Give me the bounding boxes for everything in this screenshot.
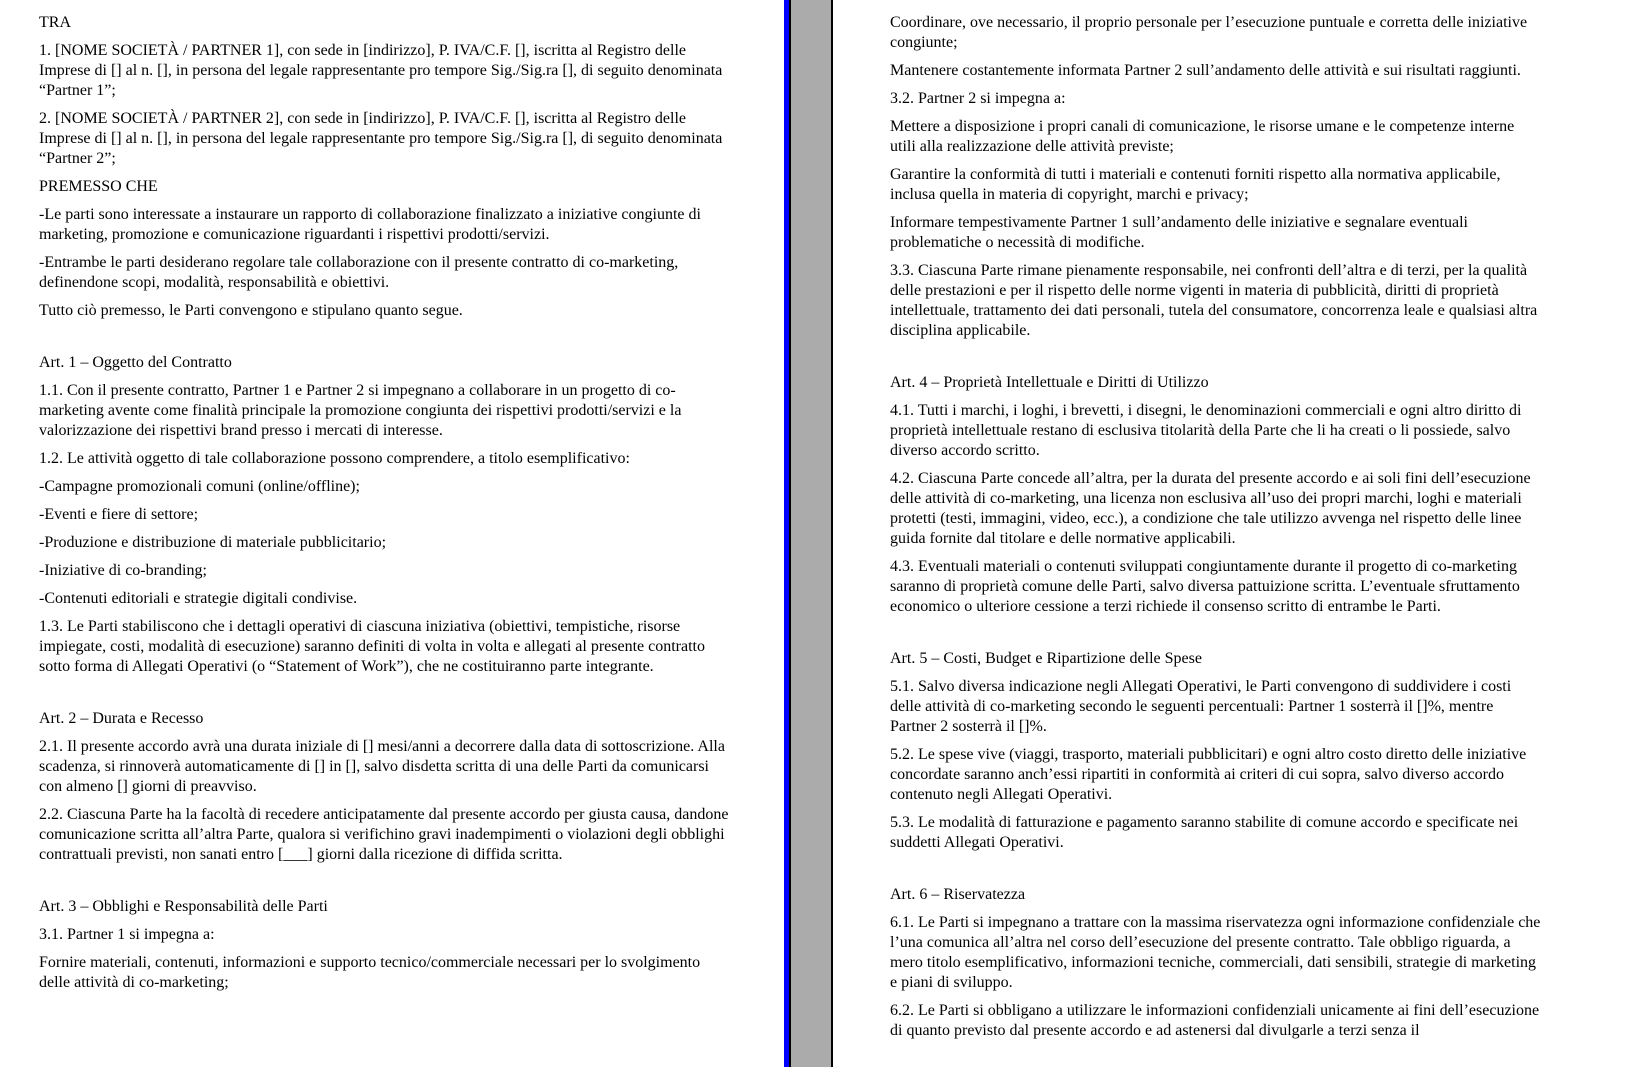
paragraph: -Produzione e distribuzione di materiale pubblicitario; xyxy=(39,534,387,551)
paragraph: Mantenere costantemente informata Partner 2 sull’andamento delle attività e sui risultati raggiunti. xyxy=(890,62,1521,79)
paragraph: Fornire materiali, contenuti, informazioni e supporto tecnico/commerciale necessari per lo svolgimento delle attività di co-marketing; xyxy=(39,954,701,991)
paragraph: -Iniziative di co-branding; xyxy=(39,562,207,579)
paragraph: -Campagne promozionali comuni (online/offline); xyxy=(39,478,360,495)
article-heading: Art. 4 – Proprietà Intellettuale e Diritti di Utilizzo xyxy=(890,374,1209,391)
paragraph: 2. [NOME SOCIETÀ / PARTNER 2], con sede in [indirizzo], P. IVA/C.F. [], iscritta al Registro delle Imprese di [] al n. [], in persona del legale rappresentante pro tempore Sig./Sig.ra [], di seguito denominata “Partner 2”; xyxy=(39,110,723,167)
section-heading: TRA xyxy=(39,14,71,31)
paragraph: Garantire la conformità di tutti i materiali e contenuti forniti rispetto alla normativa applicabile, inclusa quella in materia di copyright, marchi e privacy; xyxy=(890,166,1501,203)
paragraph: 2.2. Ciascuna Parte ha la facoltà di recedere anticipatamente dal presente accordo per giusta causa, dandone comunicazione scritta all’altra Parte, qualora si verifichino gravi inadempimenti o violazioni degli obblighi contrattuali previsti, non sanati entro [___] giorni dalla ricezione di diffida scritta. xyxy=(39,806,729,863)
paragraph: 1.2. Le attività oggetto di tale collaborazione possono comprendere, a titolo esemplificativo: xyxy=(39,450,630,467)
paragraph: Mettere a disposizione i propri canali di comunicazione, le risorse umane e le competenze interne utili alla realizzazione delle attività previste; xyxy=(890,118,1515,155)
paragraph: 2.1. Il presente accordo avrà una durata iniziale di [] mesi/anni a decorrere dalla data di sottoscrizione. Alla scadenza, si rinnoverà automaticamente di [] in [], salvo disdetta scritta di una delle Parti da comunicarsi con almeno [] giorni di preavviso. xyxy=(39,738,725,795)
paragraph: Informare tempestivamente Partner 1 sull’andamento delle iniziative e segnalare eventuali problematiche o necessità di modifiche. xyxy=(890,214,1468,251)
paragraph: 3.2. Partner 2 si impegna a: xyxy=(890,90,1066,107)
document-page-left xyxy=(0,0,784,1067)
paragraph: 4.1. Tutti i marchi, i loghi, i brevetti, i disegni, le denominazioni commerciali e ogni altro diritto di proprietà intellettuale restano di esclusiva titolarità della Parte che li ha creati o li possiede, salvo diverso accordo scritto. xyxy=(890,402,1522,459)
paragraph: 3.1. Partner 1 si impegna a: xyxy=(39,926,215,943)
paragraph: Tutto ciò premesso, le Parti convengono e stipulano quanto segue. xyxy=(39,302,463,319)
paragraph: 5.3. Le modalità di fatturazione e pagamento saranno stabilite di comune accordo e specificate nei suddetti Allegati Operativi. xyxy=(890,814,1519,851)
page-divider xyxy=(784,0,833,1067)
paragraph: 1. [NOME SOCIETÀ / PARTNER 1], con sede in [indirizzo], P. IVA/C.F. [], iscritta al Registro delle Imprese di [] al n. [], in persona del legale rappresentante pro tempore Sig./Sig.ra [], di seguito denominata “Partner 1”; xyxy=(39,42,723,99)
paragraph: 4.3. Eventuali materiali o contenuti sviluppati congiuntamente durante il progetto di co-marketing saranno di proprietà comune delle Parti, salvo diversa pattuizione scritta. L’eventuale sfruttamento economico o ulteriore cessione a terzi richiede il consenso scritto di entrambe le Parti. xyxy=(890,558,1520,615)
paragraph: 3.3. Ciascuna Parte rimane pienamente responsabile, nei confronti dell’altra e di terzi, per la qualità delle prestazioni e per il rispetto delle norme vigenti in materia di pubblicità, diritti di proprietà intellettuale, trattamento dei dati personali, tutela del consumatore, concorrenza leale e qualsiasi altra disciplina applicabile. xyxy=(890,262,1538,339)
paragraph: 1.1. Con il presente contratto, Partner 1 e Partner 2 si impegnano a collaborare in un progetto di co-marketing avente come finalità principale la promozione congiunta dei rispettivi prodotti/servizi e la valorizzazione dei rispettivi brand presso i mercati di interesse. xyxy=(39,382,682,439)
paragraph: 1.3. Le Parti stabiliscono che i dettagli operativi di ciascuna iniziativa (obiettivi, tempistiche, risorse impiegate, costi, modalità di esecuzione) saranno definiti di volta in volta e allegati al presente contratto sotto forma di Allegati Operativi (o “Statement of Work”), che ne costituiranno parte integrante. xyxy=(39,618,705,675)
paragraph: -Eventi e fiere di settore; xyxy=(39,506,199,523)
article-heading: Art. 6 – Riservatezza xyxy=(890,886,1026,903)
article-heading: Art. 1 – Oggetto del Contratto xyxy=(39,354,232,371)
paragraph: 5.2. Le spese vive (viaggi, trasporto, materiali pubblicitari) e ogni altro costo diretto delle iniziative concordate saranno anch’essi ripartiti in conformità ai criteri di cui sopra, salvo diverso accordo contenuto negli Allegati Operativi. xyxy=(890,746,1527,803)
paragraph: 5.1. Salvo diversa indicazione negli Allegati Operativi, le Parti convengono di suddividere i costi delle attività di co-marketing secondo le seguenti percentuali: Partner 1 sosterrà il []%, mentre Partner 2 sosterrà il []%. xyxy=(890,678,1512,735)
paragraph: Coordinare, ove necessario, il proprio personale per l’esecuzione puntuale e corretta delle iniziative congiunte; xyxy=(890,14,1528,51)
page-right-text-column xyxy=(890,13,1542,1049)
paragraph: -Le parti sono interessate a instaurare un rapporto di collaborazione finalizzato a iniziative congiunte di marketing, promozione e comunicazione riguardanti i rispettivi prodotti/servizi. xyxy=(39,206,701,243)
paragraph: 4.2. Ciascuna Parte concede all’altra, per la durata del presente accordo e ai soli fini dell’esecuzione delle attività di co-marketing, una licenza non esclusiva all’uso dei propri marchi, loghi e materiali protetti (testi, immagini, video, ecc.), a condizione che tale utilizzo avvenga nel rispetto delle linee guida fornite dal titolare e delle normative applicabili. xyxy=(890,470,1531,547)
article-heading: Art. 5 – Costi, Budget e Ripartizione delle Spese xyxy=(890,650,1202,667)
paragraph: -Contenuti editoriali e strategie digitali condivise. xyxy=(39,590,358,607)
paragraph: 6.1. Le Parti si impegnano a trattare con la massima riservatezza ogni informazione confidenziale che l’una comunica all’altra nel corso dell’esecuzione del presente contratto. Tale obbligo riguarda, a mero titolo esemplificativo, informazioni tecniche, commerciali, dati sensibili, strategie di marketing e piani di sviluppo. xyxy=(890,914,1541,991)
article-heading: Art. 3 – Obblighi e Responsabilità delle Parti xyxy=(39,898,328,915)
document-page-right xyxy=(833,0,1627,1067)
article-heading: Art. 2 – Durata e Recesso xyxy=(39,710,204,727)
paragraph: -Entrambe le parti desiderano regolare tale collaborazione con il presente contratto di co-marketing, definendone scopi, modalità, responsabilità e obiettivi. xyxy=(39,254,679,291)
paragraph: 6.2. Le Parti si obbligano a utilizzare le informazioni confidenziali unicamente ai fini dell’esecuzione di quanto previsto dal presente accordo e ad astenersi dal divulgarle a terzi senza il xyxy=(890,1002,1540,1039)
page-left-text-column xyxy=(39,13,735,1001)
page-gutter xyxy=(791,0,831,1067)
section-heading: PREMESSO CHE xyxy=(39,178,158,195)
